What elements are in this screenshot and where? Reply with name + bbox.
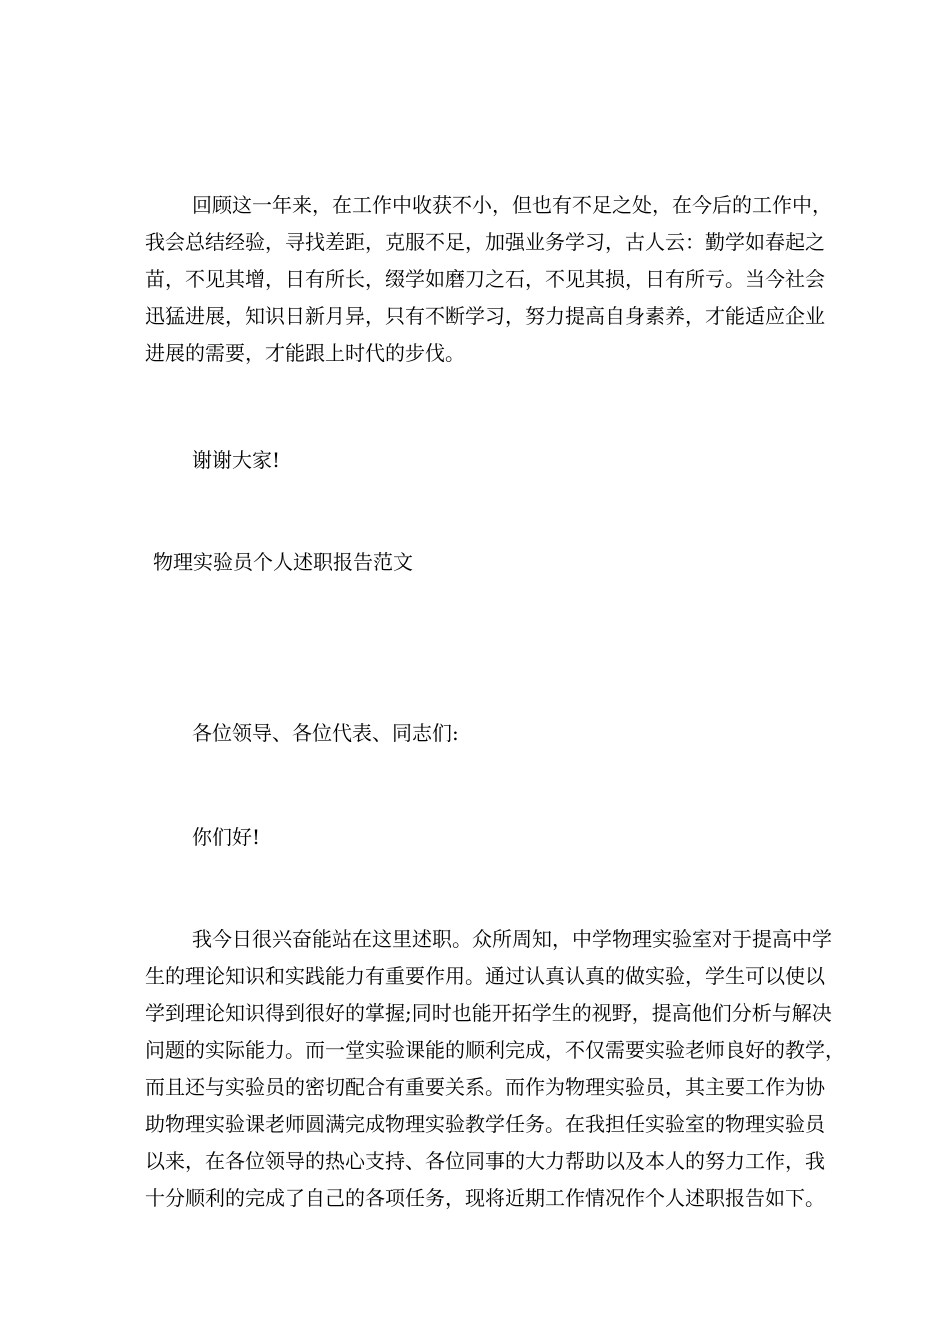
text-line: 回顾这一年来，在工作中收获不小，但也有不足之处，在今后的工作中， <box>192 193 832 217</box>
text-line: 各位领导、各位代表、同志们: <box>192 721 459 745</box>
paragraph-greeting <box>145 819 810 856</box>
paragraph-intro <box>145 921 845 1217</box>
paragraph-thanks <box>145 442 810 479</box>
text-line: 学到理论知识得到很好的掌握;同时也能开拓学生的视野，提高他们分析与解决 <box>145 1001 832 1025</box>
text-line: 进展的需要，才能跟上时代的步伐。 <box>145 341 465 365</box>
text-line: 我今日很兴奋能站在这里述职。众所周知，中学物理实验室对于提高中学 <box>192 927 832 951</box>
text-line: 迅猛进展，知识日新月异，只有不断学习，努力提高自身素养，才能适应企业 <box>145 304 825 328</box>
text-line: 你们好! <box>192 825 261 849</box>
text-line: 我会总结经验，寻找差距，克服不足，加强业务学习，古人云：勤学如春起之 <box>145 230 825 254</box>
text-line: 谢谢大家! <box>192 448 281 472</box>
text-line: 生的理论知识和实践能力有重要作用。通过认真认真的做实验，学生可以使以 <box>145 964 825 988</box>
text-line: 而且还与实验员的密切配合有重要关系。而作为物理实验员，其主要工作为协 <box>145 1075 825 1099</box>
text-line: 问题的实际能力。而一堂实验课能的顺利完成，不仅需要实验老师良好的教学， <box>145 1038 845 1062</box>
paragraph-review <box>145 187 832 372</box>
text-line: 助物理实验课老师圆满完成物理实验教学任务。在我担任实验室的物理实验员 <box>145 1112 825 1136</box>
text-line: 十分顺利的完成了自己的各项任务，现将近期工作情况作个人述职报告如下。 <box>145 1186 825 1210</box>
text-line: 以来，在各位领导的热心支持、各位同事的大力帮助以及本人的努力工作，我 <box>145 1149 825 1173</box>
document-title: 物理实验员个人述职报告范文 <box>153 550 413 574</box>
text-line: 苗，不见其增，日有所长，缀学如磨刀之石，不见其损，日有所亏。当今社会 <box>145 267 825 291</box>
paragraph-salutation <box>145 715 810 752</box>
